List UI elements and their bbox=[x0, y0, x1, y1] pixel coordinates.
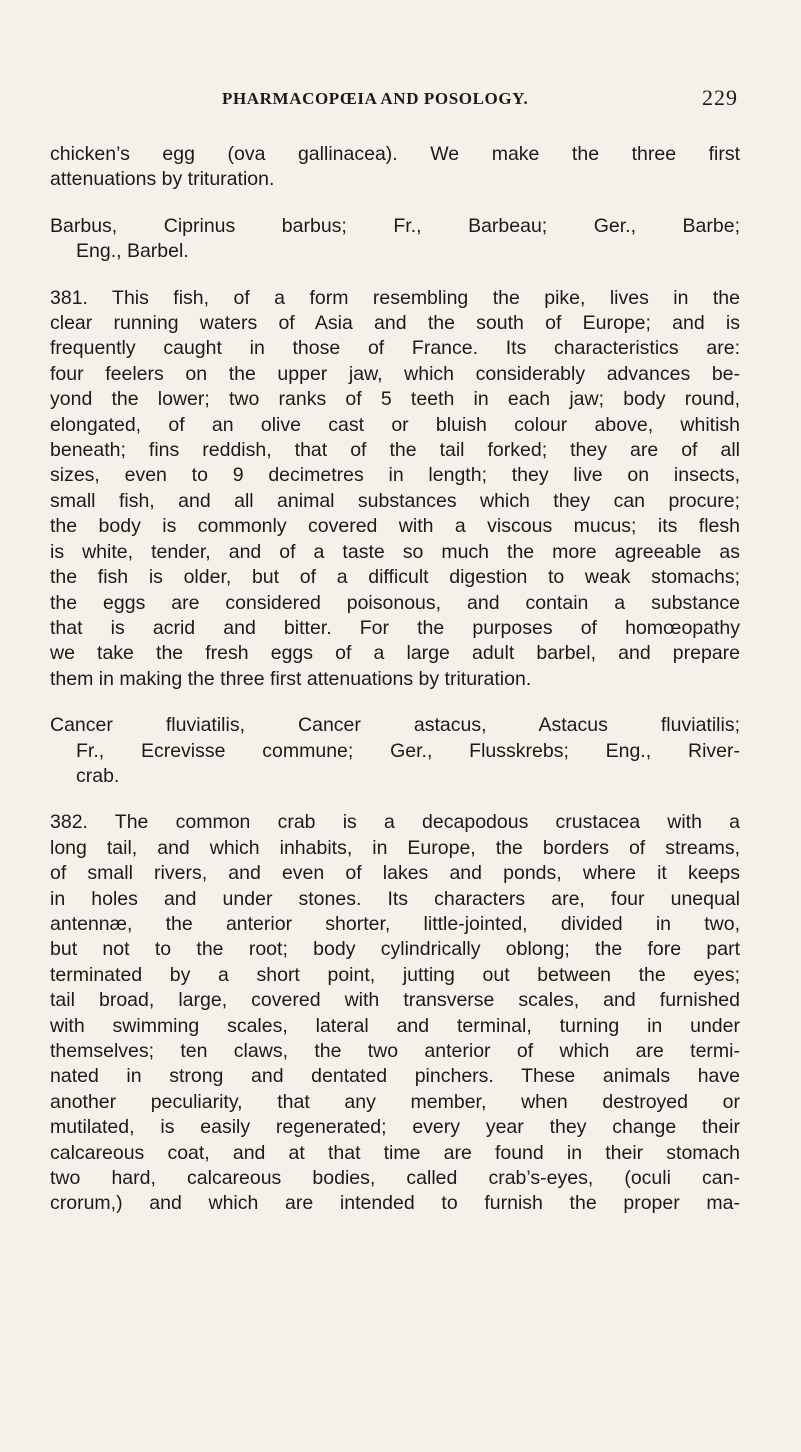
paragraph-382 bbox=[50, 810, 740, 1217]
text-line: sizes, even to 9 decimetres in length; they live on insects, bbox=[50, 464, 740, 487]
paragraph-381 bbox=[50, 286, 740, 693]
text-line: themselves; ten claws, the two anterior of which are termi- bbox=[50, 1040, 740, 1062]
running-head bbox=[0, 85, 738, 119]
text-line: tail broad, large, covered with transverse scales, and furnished bbox=[50, 989, 740, 1012]
text-line: two hard, calcareous bodies, called crab’s-eyes, (oculi can- bbox=[50, 1167, 740, 1190]
text-line: four feelers on the upper jaw, which considerably advances be- bbox=[50, 362, 740, 385]
text-line: attenuations by trituration. bbox=[50, 168, 275, 191]
text-line: but not to the root; body cylindrically oblong; the fore part bbox=[50, 938, 740, 961]
text-line: clear running waters of Asia and the south of Europe; and is bbox=[50, 312, 740, 335]
text-line: frequently caught in those of France. Its characteristics are: bbox=[50, 337, 740, 360]
text-body bbox=[50, 142, 740, 1217]
page-number: 229 bbox=[702, 85, 738, 110]
text-line-0-0: chicken’s egg (ova gallinacea). We make the three first bbox=[50, 143, 740, 165]
paragraph-continuation bbox=[50, 142, 740, 193]
text-line: yond the lower; two ranks of 5 teeth in each jaw; body round, bbox=[50, 388, 740, 411]
text-line: in holes and under stones. Its characters are, four unequal bbox=[50, 887, 740, 910]
text-line: 382. The common crab is a decapodous crustacea with a bbox=[50, 811, 740, 834]
text-line: antennæ, the anterior shorter, little-jointed, divided in two, bbox=[50, 912, 740, 935]
text-line: 381. This fish, of a form resembling the pike, lives in the bbox=[50, 286, 740, 309]
text-line: calcareous coat, and at that time are found in their stomach bbox=[50, 1141, 740, 1164]
text-line: elongated, of an olive cast or bluish colour above, whitish bbox=[50, 413, 740, 436]
text-line: Cancer fluviatilis, Cancer astacus, Astacus fluviatilis; bbox=[50, 714, 740, 737]
text-line: long tail, and which inhabits, in Europe, the borders of streams, bbox=[50, 836, 740, 859]
text-line: Fr., Ecrevisse commune; Ger., Flusskrebs; Eng., River- bbox=[76, 739, 740, 762]
text-line: Barbus, Ciprinus barbus; Fr., Barbeau; Ger., Barbe; bbox=[50, 214, 740, 237]
text-line: terminated by a short point, jutting out between the eyes; bbox=[50, 963, 740, 986]
text-line: with swimming scales, lateral and terminal, turning in under bbox=[50, 1014, 740, 1037]
text-line: nated in strong and dentated pinchers. These animals have bbox=[50, 1065, 740, 1088]
text-line: is white, tender, and of a taste so much the more agreeable as bbox=[50, 540, 740, 563]
text-line: that is acrid and bitter. For the purposes of homœopathy bbox=[50, 616, 740, 639]
text-line: the fish is older, but of a difficult digestion to weak stomachs; bbox=[50, 566, 740, 589]
text-line: beneath; fins reddish, that of the tail forked; they are of all bbox=[50, 439, 740, 462]
text-line: the body is commonly covered with a viscous mucus; its flesh bbox=[50, 515, 740, 538]
text-line bbox=[50, 142, 740, 167]
text-line: crab. bbox=[76, 764, 120, 787]
text-line: of small rivers, and even of lakes and ponds, where it keeps bbox=[50, 862, 740, 885]
text-line: them in making the three first attenuations by trituration. bbox=[50, 667, 532, 690]
text-line: crorum,) and which are intended to furnish the proper ma- bbox=[50, 1192, 740, 1215]
text-line: Eng., Barbel. bbox=[76, 240, 189, 263]
text-line: we take the fresh eggs of a large adult barbel, and prepare bbox=[50, 642, 740, 665]
entry-heading-cancer bbox=[50, 713, 740, 789]
entry-heading-barbus bbox=[50, 214, 740, 265]
text-line: small fish, and all animal substances which they can procure; bbox=[50, 489, 740, 512]
text-line: mutilated, is easily regenerated; every year they change their bbox=[50, 1116, 740, 1139]
running-title: PHARMACOPŒIA AND POSOLOGY. bbox=[222, 89, 529, 108]
text-line: another peculiarity, that any member, when destroyed or bbox=[50, 1090, 740, 1113]
text-line: the eggs are considered poisonous, and contain a substance bbox=[50, 591, 740, 614]
